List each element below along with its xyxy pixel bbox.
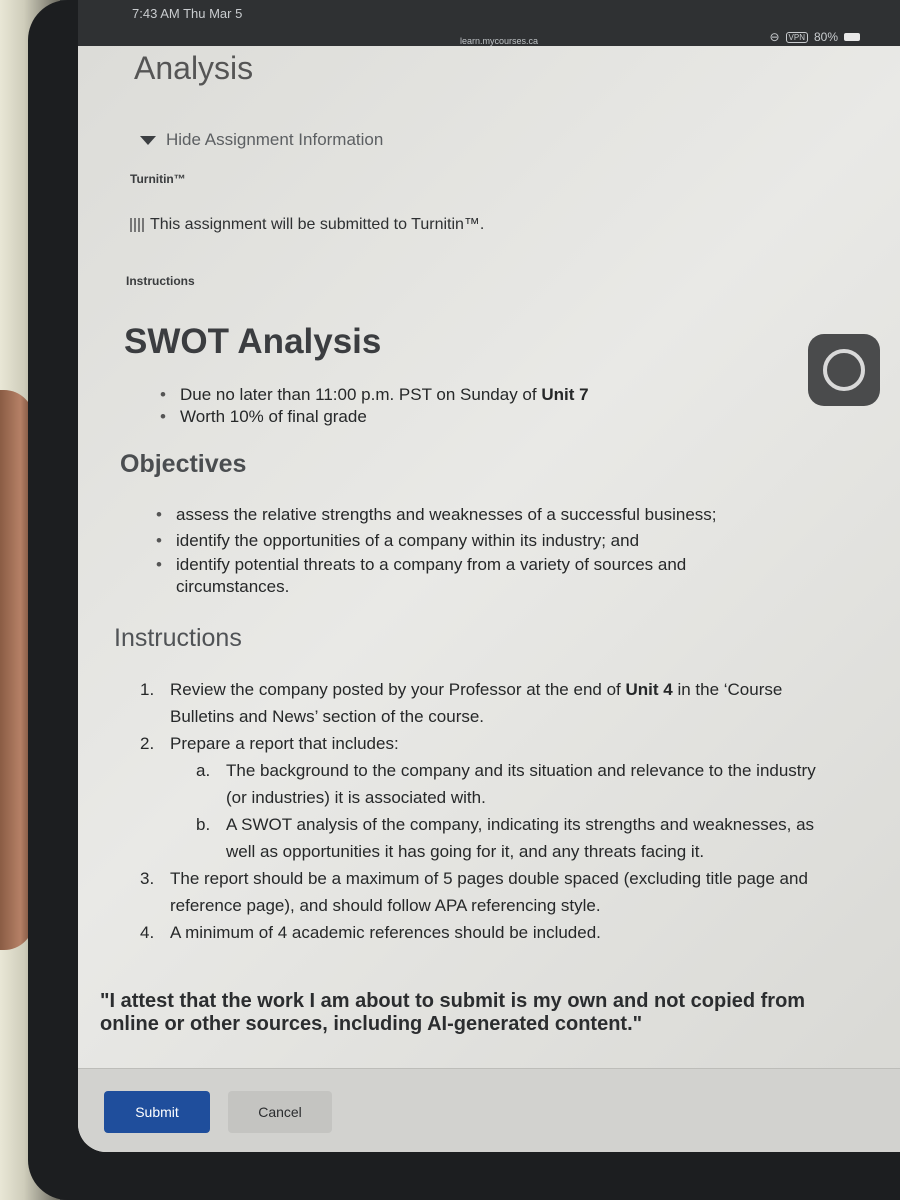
instruction-letter: b.: [196, 815, 211, 834]
submit-footer: [78, 1068, 900, 1152]
instruction-bold: Unit 4: [625, 680, 673, 699]
hide-assignment-info-toggle[interactable]: [140, 130, 383, 150]
address-bar-url[interactable]: learn.mycourses.ca: [460, 36, 539, 46]
toggle-label: Hide Assignment Information: [166, 130, 384, 149]
grade-weight: • Worth 10% of final grade: [156, 406, 796, 428]
instructions-list: [140, 676, 840, 946]
objective-item: • assess the relative strengths and weaknesses of a successful business;: [152, 502, 792, 528]
assistive-touch-button[interactable]: [808, 334, 880, 406]
turnitin-label: Turnitin™: [130, 172, 186, 186]
turnitin-note: [130, 216, 484, 234]
link-icon: ⊖: [769, 30, 780, 44]
battery-percent: 80%: [813, 30, 838, 44]
status-indicators: [769, 30, 860, 44]
status-bar: [78, 0, 900, 46]
due-date: [156, 384, 796, 406]
instruction-number: 1.: [140, 680, 155, 699]
instruction-letter: a.: [196, 761, 211, 780]
instruction-4: [140, 919, 840, 946]
instruction-text: Prepare a report that includes:: [170, 734, 399, 753]
instruction-2a: [196, 757, 840, 811]
objective-item: • identify potential threats to a company from a variety of sources and circumstances.: [152, 554, 792, 598]
cancel-button[interactable]: Cancel: [228, 1091, 332, 1133]
instruction-number: 2.: [140, 734, 155, 753]
status-time: 7:43 AM Thu Mar 5: [132, 6, 243, 21]
ring-icon: [823, 349, 865, 391]
objective-item: • identify the opportunities of a company within its industry; and: [152, 528, 792, 554]
instruction-text: The background to the company and its situation and relevance to the industry (or industries) it is associated with.: [226, 761, 816, 807]
instructions-heading: Instructions: [114, 624, 242, 652]
attestation-statement: "I attest that the work I am about to submit is my own and not copied from online or other sources, including AI-generated content.": [100, 990, 806, 1035]
instruction-2b: [196, 811, 840, 865]
instruction-2: [140, 730, 840, 757]
battery-icon: [844, 33, 860, 41]
assignment-title: SWOT Analysis: [124, 322, 382, 361]
instruction-text: The report should be a maximum of 5 pages double spaced (excluding title page and reference page), and should follow APA referencing style.: [170, 869, 808, 915]
turnitin-icon: [130, 218, 144, 232]
instruction-text: A minimum of 4 academic references should be included.: [170, 923, 601, 942]
tablet-screen: [78, 0, 900, 1152]
instruction-1: [140, 676, 840, 730]
assignment-page: [78, 46, 900, 1152]
objectives-list: [152, 502, 792, 598]
instruction-number: 3.: [140, 869, 155, 888]
instruction-text: in the ‘Course Bulletins and News’ section of the course.: [170, 680, 783, 726]
triangle-down-icon: [140, 136, 156, 145]
assignment-details: [156, 384, 796, 428]
submit-button[interactable]: Submit: [104, 1091, 210, 1133]
instruction-text: Review the company posted by your Professor at the end of: [170, 680, 626, 699]
instruction-3: [140, 865, 840, 919]
due-unit: Unit 7: [541, 385, 589, 404]
objectives-heading: Objectives: [120, 450, 247, 478]
instructions-label: Instructions: [126, 274, 195, 288]
instruction-text: A SWOT analysis of the company, indicating its strengths and weaknesses, as well as opportunities it has going for it, and any threats facing it.: [226, 815, 815, 861]
due-text: Due no later than 11:00 p.m. PST on Sunday of: [180, 385, 542, 404]
vpn-badge: VPN: [786, 32, 808, 43]
instruction-number: 4.: [140, 923, 155, 942]
page-title: Analysis: [134, 50, 254, 86]
turnitin-note-text: This assignment will be submitted to Turnitin™.: [150, 216, 485, 233]
